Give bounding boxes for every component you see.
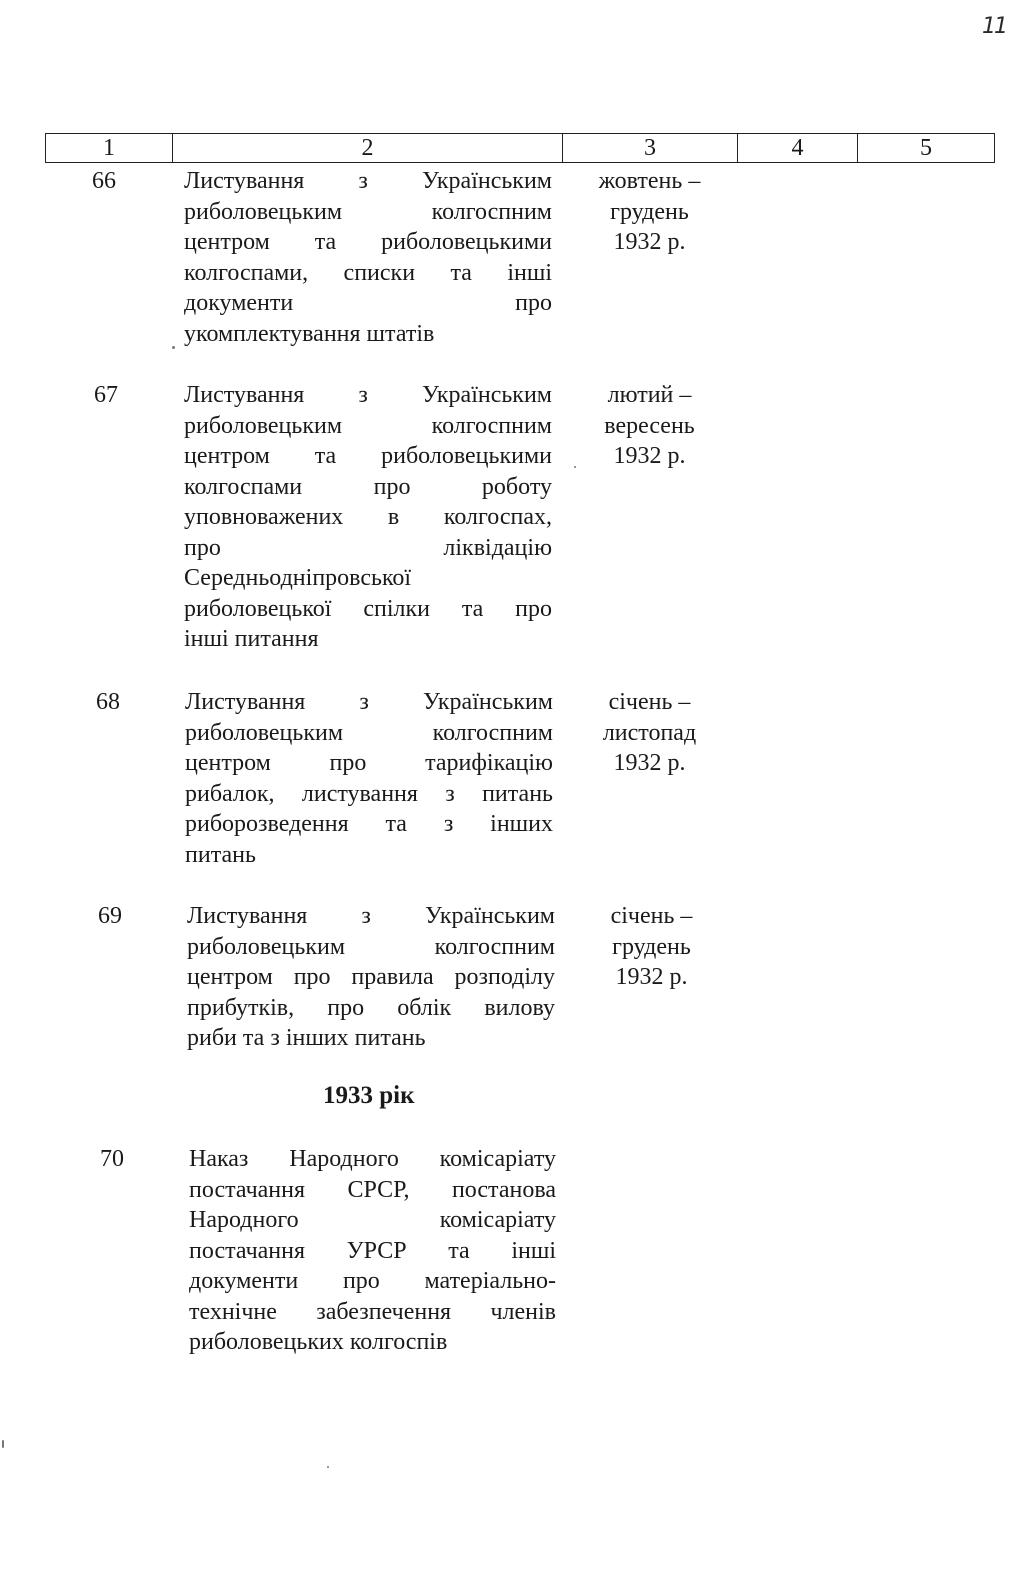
description-line: центром про тарифікацію [185, 750, 553, 776]
description-line: укомплектування штатів [184, 320, 435, 347]
entry-description [189, 1144, 556, 1358]
column-header-2: 2 [173, 134, 563, 162]
description-line: риби та з інших питань [187, 1025, 426, 1051]
date-line: жовтень – [598, 168, 701, 194]
description-line: документи про матеріально- [189, 1268, 556, 1294]
description-line: про ліквідацію [184, 534, 552, 561]
column-header-5: 5 [920, 135, 932, 161]
date-line: 1932 р. [615, 964, 688, 990]
year-heading: 1933 рік [323, 1082, 415, 1109]
scan-speck [172, 346, 175, 349]
column-header-1: 1 [46, 134, 173, 162]
description-line: уповноважених в колгоспах, [184, 504, 552, 530]
description-line: рибалок, листування з питань [185, 780, 553, 807]
description-line: постачання СРСР, постанова [189, 1176, 556, 1203]
date-line: січень – [610, 903, 693, 929]
description-line: питань [185, 841, 256, 868]
date-line: 1932 р. [613, 229, 686, 255]
description-line: риболовецької спілки та про [184, 595, 552, 622]
description-line: колгоспами про роботу [184, 473, 552, 500]
description-line: Листування з Українським [184, 168, 552, 194]
description-line: документи про [184, 290, 552, 316]
description-line: риболовецьким колгоспним [185, 719, 553, 746]
description-line: риболовецьких колгоспів [189, 1329, 448, 1355]
date-line: вересень [604, 412, 695, 439]
date-line: листопад [602, 719, 697, 746]
description-line: Листування з Українським [185, 689, 553, 715]
description-line: центром та риболовецькими [184, 229, 552, 255]
scan-speck [2, 1440, 4, 1448]
entry-description [184, 166, 552, 349]
page-number: 11 [982, 14, 1006, 39]
description-line: Листування з Українським [184, 382, 552, 408]
column-header-row [45, 133, 995, 163]
column-header-4: 4 [738, 134, 858, 162]
entry-number: 67 [94, 382, 118, 408]
description-line: колгоспами, списки та інші [184, 259, 552, 286]
description-line: постачання УРСР та інші [189, 1237, 556, 1264]
description-line: Середньодніпровської [184, 565, 412, 591]
entry-date-range [572, 380, 727, 472]
entry-date-range [572, 687, 727, 779]
description-line: прибутків, про облік вилову [187, 994, 555, 1021]
description-line: риболовецьким колгоспним [184, 198, 552, 225]
scan-speck [574, 466, 576, 468]
entry-description [184, 380, 552, 655]
entry-description [187, 901, 555, 1054]
entry-number: 69 [98, 903, 122, 929]
entry-number: 68 [96, 689, 120, 715]
date-line: лютий – [607, 382, 692, 408]
entry-description [185, 687, 553, 870]
date-line: 1932 р. [613, 750, 686, 776]
description-line: риборозведення та з інших [185, 811, 553, 837]
description-line: Народного комісаріату [189, 1207, 556, 1233]
date-line: 1932 р. [613, 443, 686, 469]
column-header-3: 3 [563, 134, 738, 162]
description-line: інші питання [184, 626, 319, 652]
date-line: грудень [610, 198, 689, 225]
description-line: центром та риболовецькими [184, 443, 552, 469]
description-line: центром про правила розподілу [187, 964, 555, 990]
date-line: січень – [608, 689, 691, 715]
description-line: Наказ Народного комісаріату [189, 1146, 556, 1172]
description-line: риболовецьким колгоспним [184, 412, 552, 439]
entry-date-range [574, 901, 729, 993]
description-line: технічне забезпечення членів [189, 1298, 556, 1325]
scan-speck [327, 1466, 329, 1468]
date-line: грудень [612, 933, 691, 960]
description-line: Листування з Українським [187, 903, 555, 929]
entry-number: 66 [92, 168, 116, 194]
entry-date-range [572, 166, 727, 258]
description-line: риболовецьким колгоспним [187, 933, 555, 960]
entry-number: 70 [100, 1146, 124, 1172]
